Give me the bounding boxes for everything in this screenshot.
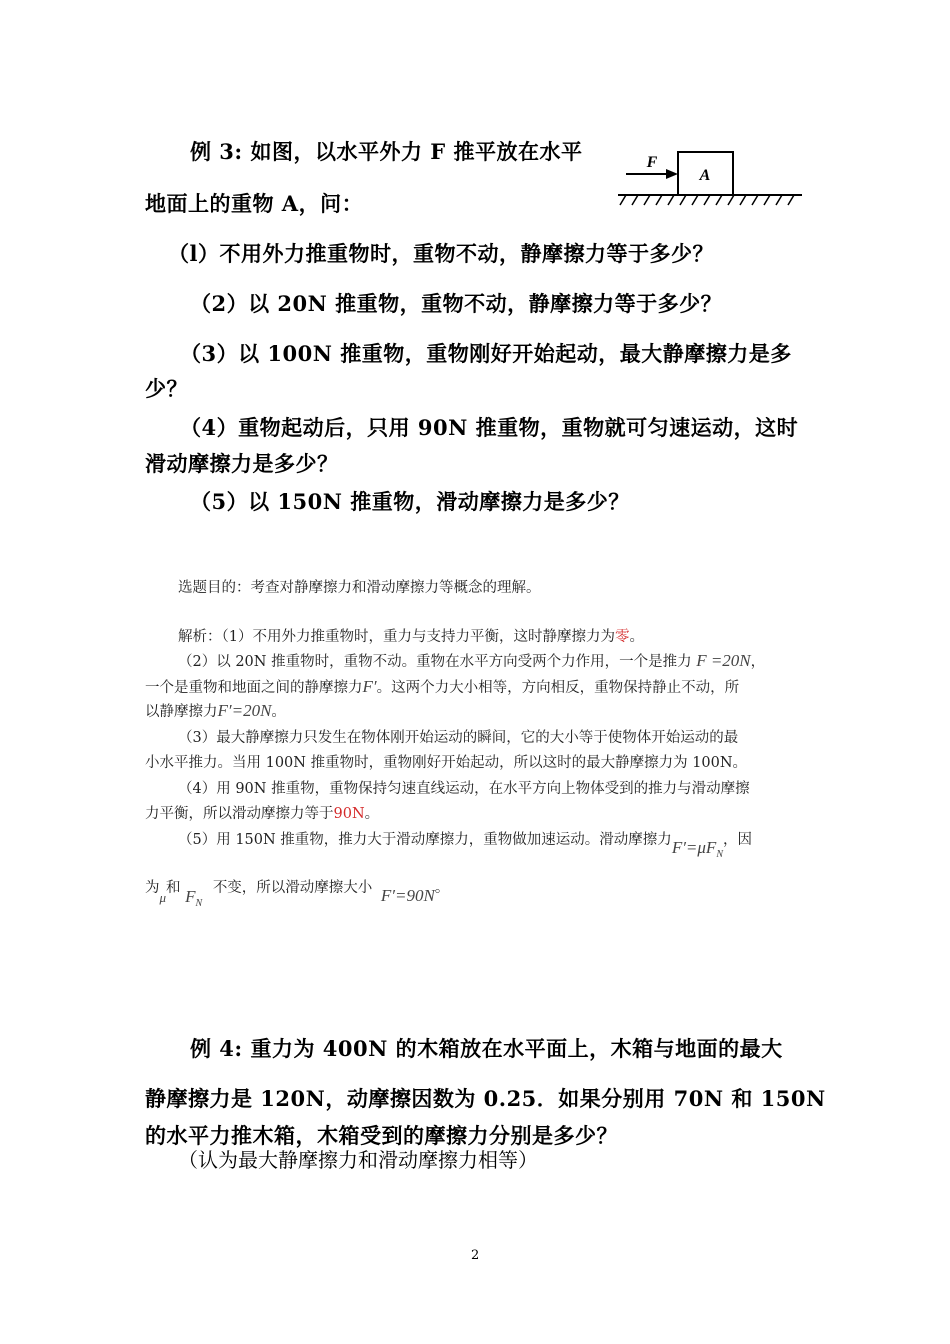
question-4-line1: （4）重物起动后，只用 90N 推重物，重物就可匀速运动，这时 [180,415,799,440]
answer-4-line1: （4）用 90N 推重物，重物保持匀速直线运动，在水平方向上物体受到的推力与滑动摩擦 [178,781,750,797]
block-label: A [699,167,711,184]
formula-static-friction: F′ [362,677,377,696]
formula-sliding-result: F′=90N [380,886,435,905]
force-arrow-head [666,169,678,179]
answer-5-line2: 为μ和 $F_N$ 不变，所以滑动摩擦大小 F′=90N。 [145,880,450,909]
force-label: F [646,154,658,171]
question-3-line2: 少？ [145,376,188,401]
purpose-text: 选题目的：考查对静摩擦力和滑动摩擦力等概念的理解。 [178,580,541,596]
formula-push-force: F =20N [696,651,751,670]
example4-line2: 静摩擦力是 120N，动摩擦因数为 0.25．如果分别用 70N 和 150N [145,1086,826,1111]
answer-4-value: 90N [333,806,365,822]
question-1: （l）不用外力推重物时，重物不动，静摩擦力等于多少？ [168,241,714,266]
page-number: 2 [471,1248,480,1263]
formula-sliding-friction: $F'=\mu F_N$ [671,838,723,860]
example4-line3: 的水平力推木箱，木箱受到的摩擦力分别是多少？ [145,1123,618,1148]
answer-2-line2: 一个是重物和地面之间的静摩擦力F′。这两个力大小相等，方向相反，重物保持静止不动，所 [145,677,740,696]
answer-2-line1: （2）以 20N 推重物时，重物不动。重物在水平方向受两个力作用，一个是推力 F =20N， [178,651,766,670]
answer-3-line2: 小水平推力。当用 100N 推重物时，重物刚好开始起动，所以这时的最大静摩擦力为 100N。 [145,755,748,771]
answer-1: 解析：（1）不用外力推重物时，重力与支持力平衡，这时静摩擦力为零。 [178,629,644,645]
example3-title-line1: 例 3: 如图，以水平外力 F 推平放在水平 [190,139,583,164]
answer-4-line2: 力平衡，所以滑动摩擦力等于90N。 [145,806,380,822]
force-diagram [618,148,804,210]
answer-2-line3: 以静摩擦力F′=20N。 [145,701,286,720]
question-4-line2: 滑动摩擦力是多少？ [145,451,339,476]
mu-symbol: μ [159,890,167,905]
ground-hatching [620,195,794,205]
question-5: （5）以 150N 推重物，滑动摩擦力是多少？ [190,489,630,514]
question-2: （2）以 20N 推重物，重物不动，静摩擦力等于多少？ [190,291,723,316]
question-3-line1: （3）以 100N 推重物，重物刚好开始起动，最大静摩擦力是多 [180,341,792,366]
answer-3-line1: （3）最大静摩擦力只发生在物体刚开始运动的瞬间，它的大小等于使物体开始运动的最 [178,730,739,746]
example4-note: （认为最大静摩擦力和滑动摩擦力相等） [178,1148,538,1172]
example4-line1: 例 4: 重力为 400N 的木箱放在水平面上，木箱与地面的最大 [190,1036,783,1061]
formula-static-result: F′=20N [217,701,272,720]
example3-title-line2: 地面上的重物 A，问： [145,191,364,216]
normal-force-symbol: $F_N$ [185,887,203,909]
answer-1-value: 零 [614,629,630,645]
answer-5-line1: （5）用 150N 推重物，推力大于滑动摩擦力，重物做加速运动。滑动摩擦力$F'=\mu F_N$，因 [178,832,752,860]
